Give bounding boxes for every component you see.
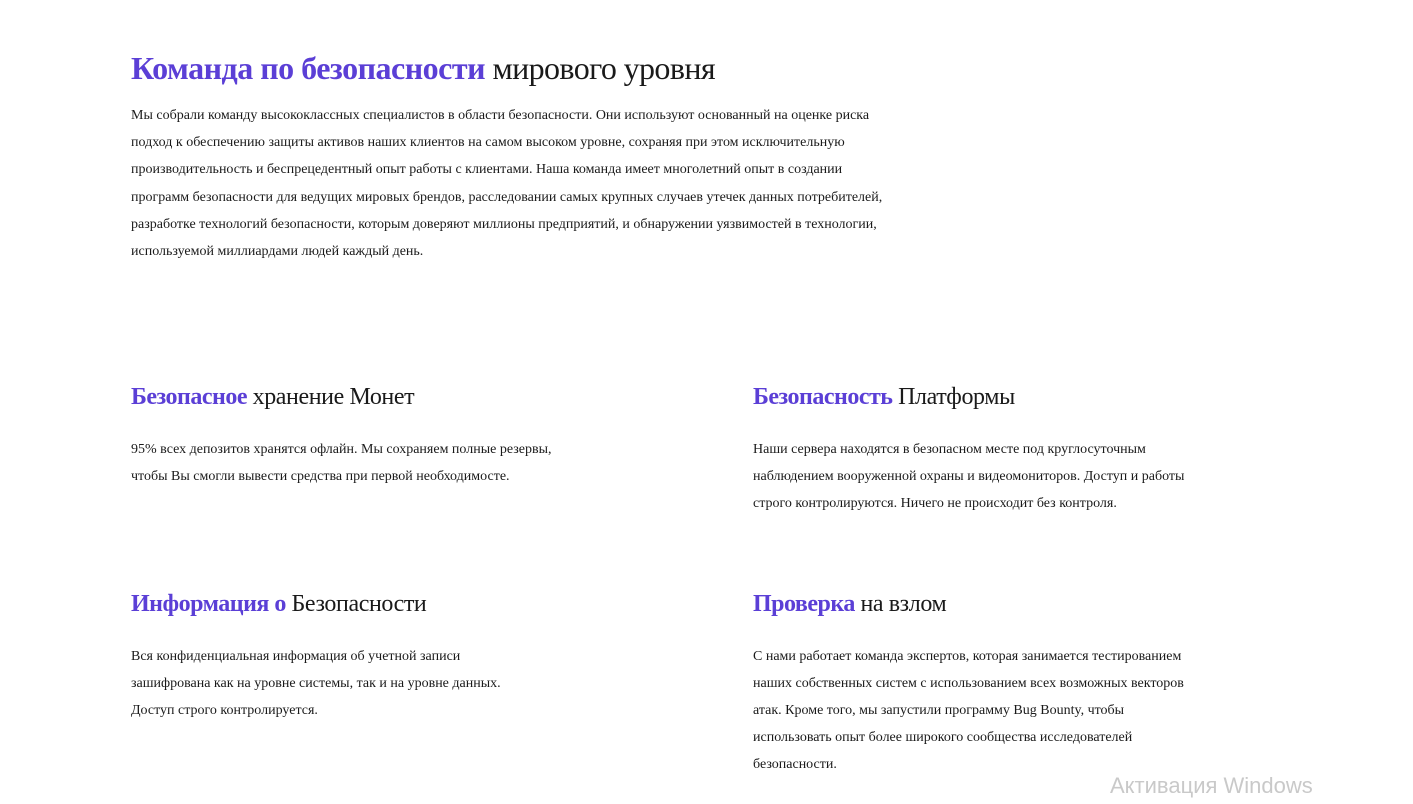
- hero-title: [131, 46, 891, 90]
- feature-title: [131, 589, 511, 619]
- hero-title-accent: Команда по безопасности: [131, 50, 486, 86]
- feature-title-accent: Информация о: [131, 591, 286, 617]
- feature-description: Наши сервера находятся в безопасном месте под круглосуточным наблюдением вооруженной охраны и видеомониторов. Доступ и работы строго контролируются. Ничего не происходит без контроля.: [753, 442, 1185, 511]
- feature-title: [753, 589, 1203, 619]
- feature-title: [753, 382, 1198, 412]
- feature-title-accent: Проверка: [753, 591, 855, 617]
- hero-section: [131, 46, 891, 265]
- feature-title: [131, 382, 556, 412]
- feature-title-accent: Безопасность: [753, 384, 893, 410]
- feature-title-rest: хранение Монет: [252, 384, 415, 410]
- hero-description: Мы собрали команду высококлассных специалистов в области безопасности. Они используют основанный на оценке риска подход к обеспечению защиты активов наших клиентов на самом высоком уровне, сохраняя при этом исключительную производительность и беспрецедентный опыт работы с клиентами. Наша команда имеет многолетний опыт в создании программ безопасности для ведущих мировых брендов, расследовании самых крупных случаев утечек данных потребителей, разработке технологий безопасности, которым доверяют миллионы предприятий, и обнаружении уязвимостей в технологии, используемой миллиардами людей каждый день.: [131, 108, 883, 260]
- feature-description: Вся конфиденциальная информация об учетной записи зашифрована как на уровне системы, так и на уровне данных. Доступ строго контролируется.: [131, 649, 501, 718]
- feature-title-rest: на взлом: [860, 591, 947, 617]
- feature-penetration-testing: [753, 589, 1203, 778]
- feature-title-rest: Платформы: [898, 384, 1015, 410]
- feature-platform-security: [753, 382, 1198, 517]
- feature-description: 95% всех депозитов хранятся офлайн. Мы сохраняем полные резервы, чтобы Вы смогли вывести средства при первой необходимосте.: [131, 442, 552, 484]
- feature-security-info: [131, 589, 511, 724]
- feature-description: С нами работает команда экспертов, которая занимается тестированием наших собственных систем с использованием всех возможных векторов атак. Кроме того, мы запустили программу Bug Bounty, чтобы использовать опыт более широкого сообщества исследователей безопасности.: [753, 649, 1184, 772]
- windows-activation-watermark: Активация Windows: [1110, 773, 1313, 798]
- feature-coin-storage: [131, 382, 556, 490]
- hero-title-rest: мирового уровня: [492, 50, 715, 86]
- feature-title-accent: Безопасное: [131, 384, 247, 410]
- feature-title-rest: Безопасности: [291, 591, 427, 617]
